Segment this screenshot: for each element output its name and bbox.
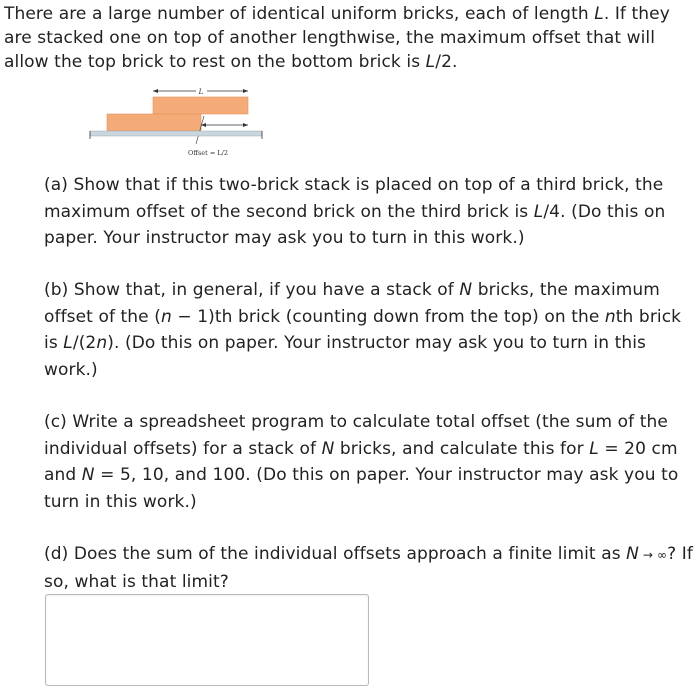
qb-text-5: /(2 — [72, 333, 97, 353]
var-n: n — [160, 306, 172, 327]
qc-text-2: bricks, and calculate this for — [334, 438, 590, 459]
var-L: L — [425, 52, 436, 72]
qc-text-1: (c) Write a spreadsheet program to calculate total offset (the sum of the individual offsets) for a stack of — [44, 412, 668, 459]
qd-text-2: ? If so, what is that limit? — [44, 544, 693, 592]
length-dimension — [153, 88, 248, 96]
var-N: N — [459, 280, 473, 300]
limit-arrow: → ∞ — [639, 548, 668, 562]
bottom-brick — [107, 114, 201, 131]
length-label: L — [198, 88, 204, 96]
question-a — [44, 172, 694, 252]
var-n: n — [96, 333, 108, 353]
question-d — [44, 541, 694, 595]
qc-text-4: = 5, 10, and 100. (Do this on paper. Your instructor may ask you to turn in this work.) — [44, 465, 679, 512]
qa-text-2: /4. (Do this on paper. Your instructor may ask you to turn in this work.) — [44, 201, 666, 248]
var-L: L — [589, 438, 599, 459]
qb-text-4: th brick is — [44, 306, 682, 353]
qa-text-1: (a) Show that if this two-brick stack is placed on top of a third brick, the maximum offset of the second brick on the third brick is — [44, 175, 664, 222]
question-b — [44, 277, 694, 383]
intro-text-2: . If they are stacked one on top of another lengthwise, the maximum offset that will allow the top brick to rest on the bottom brick is — [4, 4, 670, 72]
offset-dimension — [196, 116, 248, 144]
intro-text-3: /2. — [435, 52, 458, 72]
var-N: N — [321, 438, 335, 459]
var-n: n — [604, 306, 616, 327]
intro-text-1: There are a large number of identical uniform bricks, each of length — [4, 4, 595, 24]
question-c — [44, 409, 694, 515]
var-L: L — [63, 333, 73, 353]
qb-text-2: bricks, the maximum offset of the ( — [44, 280, 660, 327]
qd-text-1: (d) Does the sum of the individual offsets approach a finite limit as — [44, 544, 627, 564]
brick-stack-figure — [86, 82, 268, 158]
var-N: N — [626, 544, 639, 564]
qb-text-3: − 1)th brick (counting down from the top) on the — [171, 306, 605, 327]
top-brick — [153, 97, 248, 114]
var-L: L — [594, 4, 604, 24]
problem-statement — [4, 2, 694, 74]
base-surface — [90, 131, 262, 136]
qb-text-6: ). (Do this on paper. Your instructor may ask you to turn in this work.) — [44, 333, 646, 380]
var-N: N — [81, 465, 95, 485]
qb-text-1: (b) Show that, in general, if you have a stack of — [44, 280, 460, 300]
qc-text-3: = 20 cm and — [44, 438, 678, 485]
offset-label: Offset = L/2 — [188, 149, 228, 157]
answer-input[interactable] — [45, 594, 369, 686]
var-L: L — [533, 201, 544, 222]
